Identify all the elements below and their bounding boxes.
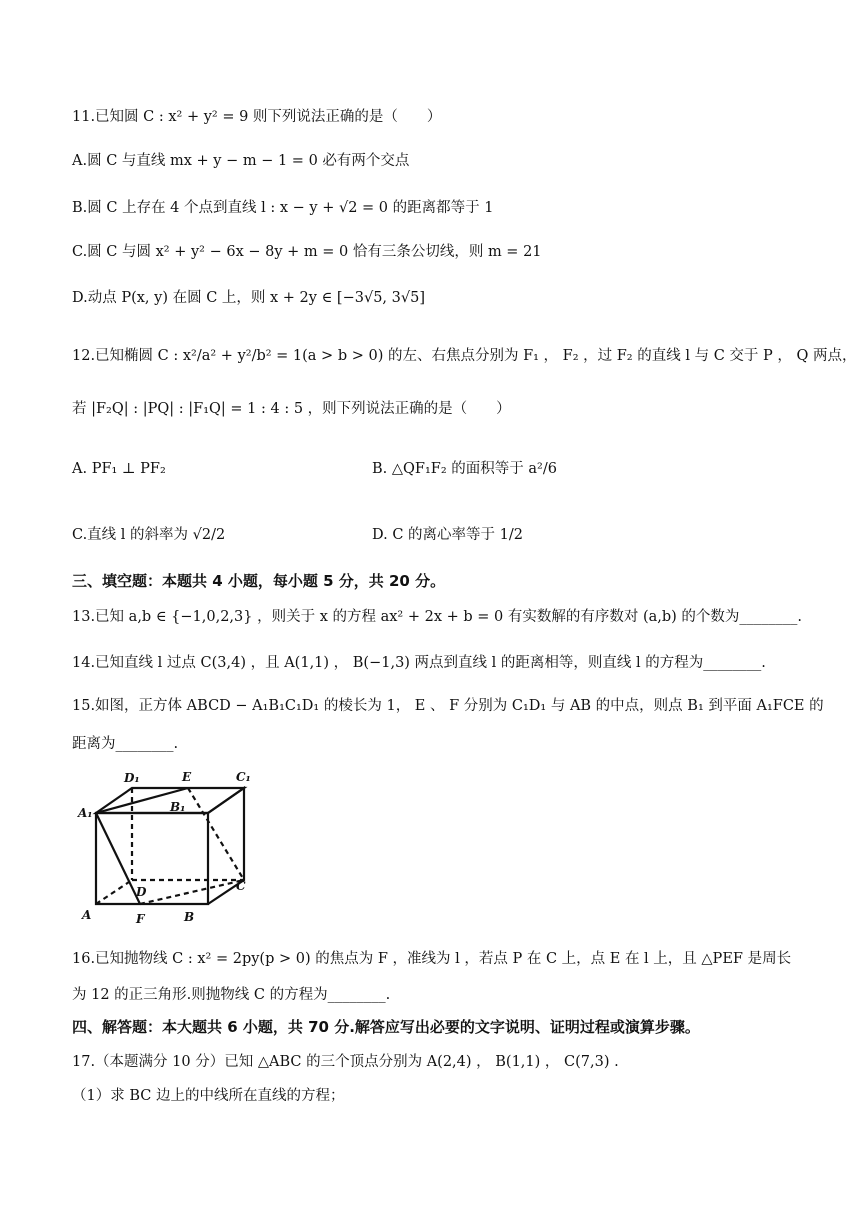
q11-option-b: B.圆 C 上存在 4 个点到直线 l : x − y + √2 = 0 的距离都等于 1	[72, 200, 494, 216]
q16-line1: 16.已知抛物线 C : x² = 2py(p > 0) 的焦点为 F ，准线为 l ，若点 P 在 C 上，点 E 在 l 上，且 △PEF 是周长	[72, 951, 792, 967]
label-f: F	[136, 912, 145, 926]
q12-option-a: A. PF₁ ⊥ PF₂	[72, 461, 166, 477]
q12-option-d: D. C 的离心率等于 1/2	[372, 527, 523, 543]
edge-a1f	[96, 813, 140, 904]
q12-stem-line1: 12.已知椭圆 C : x²/a² + y²/b² = 1(a > b > 0) 的左、右焦点分别为 F₁ ， F₂ ，过 F₂ 的直线 l 与 C 交于 P ， Q 两点，	[72, 348, 857, 364]
q11-stem: 11.已知圆 C : x² + y² = 9 则下列说法正确的是（ ）	[72, 109, 442, 125]
q16-line2: 为 12 的正三角形.则抛物线 C 的方程为________.	[72, 987, 391, 1003]
label-b: B	[184, 910, 195, 924]
edge-fc-hidden	[140, 880, 244, 904]
label-c: C	[236, 879, 246, 893]
label-b1: B₁	[170, 800, 186, 814]
q15-line1: 15.如图，正方体 ABCD − A₁B₁C₁D₁ 的棱长为 1， E 、 F 分别为 C₁D₁ 与 AB 的中点，则点 B₁ 到平面 A₁FCE 的	[72, 698, 824, 714]
edge-ad-hidden	[96, 880, 132, 904]
q17-part1: （1）求 BC 边上的中线所在直线的方程；	[72, 1088, 345, 1104]
label-e: E	[182, 770, 192, 784]
q17-stem: 17.（本题满分 10 分）已知 △ABC 的三个顶点分别为 A(2,4) ， B(1,1) ， C(7,3) .	[72, 1054, 619, 1070]
q15-line2: 距离为________.	[72, 736, 179, 752]
edge-ec-hidden	[188, 788, 244, 880]
q11-option-a: A.圆 C 与直线 mx + y − m − 1 = 0 必有两个交点	[72, 153, 410, 169]
q12-option-b: B. △QF₁F₂ 的面积等于 a²/6	[372, 461, 557, 477]
q11-option-c: C.圆 C 与圆 x² + y² − 6x − 8y + m = 0 恰有三条公切线，则 m = 21	[72, 244, 542, 260]
cube-figure	[76, 768, 266, 930]
label-a: A	[82, 908, 92, 922]
q13-text: 13.已知 a,b ∈ {−1,0,2,3} ，则关于 x 的方程 ax² + 2x + b = 0 有实数解的有序数对 (a,b) 的个数为________.	[72, 609, 803, 625]
label-d1: D₁	[124, 771, 140, 785]
label-c1: C₁	[236, 770, 251, 784]
q14-text: 14.已知直线 l 过点 C(3,4) ，且 A(1,1) ， B(−1,3) 两点到直线 l 的距离相等，则直线 l 的方程为________.	[72, 655, 766, 671]
label-a1: A₁	[78, 806, 93, 820]
section-fill-in-heading: 三、填空题：本题共 4 小题，每小题 5 分，共 20 分。	[72, 572, 446, 590]
q11-option-d: D.动点 P(x, y) 在圆 C 上，则 x + 2y ∈ [−3√5, 3√5]	[72, 290, 425, 306]
label-d: D	[136, 885, 147, 899]
q12-stem-line2: 若 |F₂Q| : |PQ| : |F₁Q| = 1 : 4 : 5 ，则下列说法正确的是（ ）	[72, 401, 511, 417]
cube-front-face	[96, 813, 208, 904]
q12-option-c: C.直线 l 的斜率为 √2/2	[72, 527, 226, 543]
section-answer-heading: 四、解答题：本大题共 6 小题，共 70 分.解答应写出必要的文字说明、证明过程或演算步骤。	[72, 1018, 700, 1036]
